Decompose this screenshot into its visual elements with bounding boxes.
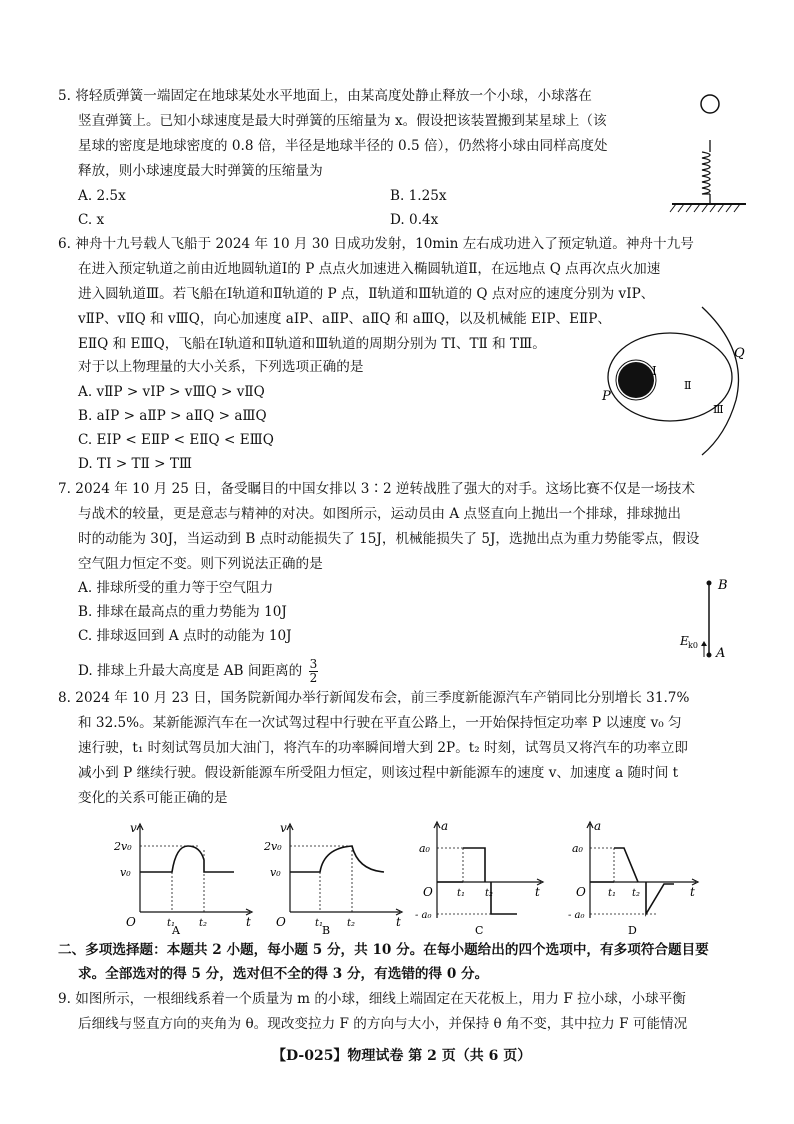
q8-graph-d-origin: O [576, 885, 586, 899]
q6-option-b: B. aⅠP > aⅡP > aⅡQ > aⅢQ [78, 408, 267, 424]
q6-label-q: Q [734, 346, 745, 361]
q7-fraction-num: 3 [309, 657, 318, 671]
q8-graph-a-ylabel: v [130, 821, 137, 835]
q6-option-d: D. TⅠ > TⅡ > TⅢ [78, 456, 193, 472]
q7-label-a: A [716, 646, 726, 661]
q5-option-d: D. 0.4x [390, 212, 439, 228]
q8-graph-b-ylabel: v [280, 821, 287, 835]
q8-graph-a-t2: t₂ [199, 918, 208, 929]
q8-graph-c-letter: C [475, 924, 484, 935]
q5-option-b: B. 1.25x [390, 188, 447, 204]
q6-line-4: vⅡP、vⅡQ 和 vⅢQ，向心加速度 aⅠP、aⅡP、aⅡQ 和 aⅢQ，以及机械能 EⅠP、EⅡP、 [78, 311, 611, 327]
q8-graph-d [568, 818, 718, 935]
q7-line-3: 时的动能为 30J，当运动到 B 点时动能损失了 15J，机械能损失了 5J，选抛出点为重力势能零点，假设 [78, 531, 700, 547]
q8-graph-a-letter: A [172, 924, 180, 935]
q7-fraction-den: 2 [309, 671, 318, 685]
q7-option-d [78, 658, 318, 685]
q8-graph-a-origin: O [126, 915, 136, 929]
q6-label-ii: Ⅱ [684, 379, 692, 392]
q8-graph-b-v0: v₀ [270, 866, 281, 879]
q8-graph-a-xlabel: t [246, 915, 251, 929]
section-2-heading-line-2: 求。全部选对的得 5 分，选对但不全的得 3 分，有选错的得 0 分。 [78, 966, 489, 982]
q8-line-4: 减小到 P 继续行驶。假设新能源车所受阻力恒定，则该过程中新能源车的速度 v、加速度 a 随时间 t [78, 765, 679, 781]
q8-graph-c-t2: t₂ [485, 888, 494, 899]
q8-graph-d-neg-a0: - a₀ [568, 910, 585, 921]
q6-line-2: 在进入预定轨道之前由近地圆轨道Ⅰ的 P 点点火加速进入椭圆轨道Ⅱ，在远地点 Q 点再次点火加速 [78, 261, 661, 277]
q8-graph-b-2v0: 2v₀ [264, 840, 282, 853]
q8-line-2: 和 32.5%。某新能源汽车在一次试驾过程中行驶在平直公路上，一开始保持恒定功率 P 以速度 v₀ 匀 [78, 715, 682, 731]
q8-line-3: 速行驶，t₁ 时刻试驾员加大油门，将汽车的功率瞬间增大到 2P。t₂ 时刻，试驾员又将汽车的功率立即 [78, 740, 688, 756]
q8-graph-a-2v0: 2v₀ [114, 840, 132, 853]
q8-graph-b-xlabel: t [396, 915, 401, 929]
q7-line-1: 7. 2024 年 10 月 25 日，备受瞩目的中国女排以 3∶2 逆转战胜了强大的对手。这场比赛不仅是一场技术 [58, 481, 695, 497]
q8-line-5: 变化的关系可能正确的是 [78, 790, 228, 806]
q6-line-1: 6. 神舟十九号载人飞船于 2024 年 10 月 30 日成功发射，10min 左右成功进入了预定轨道。神舟十九号 [58, 236, 694, 252]
q8-graph-d-a0: a₀ [572, 842, 583, 855]
page-footer: 【D-025】物理试卷 第 2 页（共 6 页） [272, 1048, 532, 1064]
q8-graph-c-ylabel: a [441, 819, 449, 833]
q8-graph-d-letter: D [628, 924, 637, 935]
q8-graph-b-t1: t₁ [315, 918, 324, 929]
q8-graph-b [260, 820, 410, 935]
q6-line-3: 进入圆轨道Ⅲ。若飞船在Ⅰ轨道和Ⅱ轨道的 P 点，Ⅱ轨道和Ⅲ轨道的 Q 点对应的速度分别为 vⅠP、 [78, 286, 655, 302]
q8-graph-d-xlabel: t [690, 885, 695, 899]
q5-spring-figure [668, 90, 748, 225]
q6-label-i: Ⅰ [652, 364, 657, 378]
q8-graph-a-t1: t₁ [167, 918, 176, 929]
q5-line-2: 竖直弹簧上。已知小球速度是最大时弹簧的压缩量为 x。假设把该装置搬到某星球上（该 [78, 113, 607, 129]
q8-line-1: 8. 2024 年 10 月 23 日，国务院新闻办举行新闻发布会，前三季度新能源汽车产销同比分别增长 31.7% [58, 690, 690, 706]
q8-graph-b-letter: B [322, 924, 331, 935]
q5-line-1: 5. 将轻质弹簧一端固定在地球某处水平地面上，由某高度处静止释放一个小球，小球落在 [58, 88, 592, 104]
q7-fraction [309, 658, 319, 685]
q8-graph-c [415, 818, 565, 935]
q7-option-c: C. 排球返回到 A 点时的动能为 10J [78, 628, 292, 644]
q5-line-4: 释放，则小球速度最大时弹簧的压缩量为 [78, 163, 323, 179]
q6-option-c: C. EⅠP < EⅡP < EⅡQ < EⅢQ [78, 432, 274, 448]
q6-line-5: EⅡQ 和 EⅢQ，飞船在Ⅰ轨道和Ⅱ轨道和Ⅲ轨道的周期分别为 TⅠ、TⅡ 和 TⅢ。 [78, 336, 546, 352]
q8-graph-b-t2: t₂ [347, 918, 356, 929]
q6-label-p: P [602, 389, 611, 404]
q7-line-4: 空气阻力恒定不变。则下列说法正确的是 [78, 556, 323, 572]
q8-graph-c-t1: t₁ [457, 888, 466, 899]
q7-option-d-text: D. 排球上升最大高度是 AB 间距离的 [78, 663, 303, 679]
q8-graph-a-v0: v₀ [120, 866, 131, 879]
q7-line-2: 与战术的较量，更是意志与精神的对决。如图所示，运动员由 A 点竖直向上抛出一个排球，排球抛出 [78, 506, 681, 522]
q5-option-c: C. x [78, 212, 105, 228]
q6-label-iii: Ⅲ [713, 403, 724, 416]
q6-orbit-figure [598, 305, 758, 460]
section-2-heading-line-1: 二、多项选择题：本题共 2 小题，每小题 5 分，共 10 分。在每小题给出的四个选项中，有多项符合题目要 [58, 942, 709, 958]
q7-label-ek: E [680, 634, 689, 648]
q8-graph-d-t1: t₁ [608, 888, 617, 899]
q8-graph-c-xlabel: t [535, 885, 540, 899]
q7-option-a: A. 排球所受的重力等于空气阻力 [78, 580, 274, 596]
q7-label-ek-sub: k0 [688, 641, 698, 650]
q9-line-1: 9. 如图所示，一根细线系着一个质量为 m 的小球，细线上端固定在天花板上，用力 F 拉小球，小球平衡 [58, 991, 686, 1007]
q8-graph-a [110, 820, 260, 935]
q8-graph-d-ylabel: a [594, 819, 602, 833]
q7-option-b: B. 排球在最高点的重力势能为 10J [78, 604, 287, 620]
q5-option-a: A. 2.5x [78, 188, 126, 204]
q8-graph-d-t2: t₂ [632, 888, 641, 899]
q8-graph-c-a0: a₀ [419, 842, 430, 855]
q7-label-b: B [718, 578, 728, 593]
q8-graph-c-origin: O [423, 885, 433, 899]
q7-ball-figure [676, 575, 746, 665]
q6-line-6: 对于以上物理量的大小关系，下列选项正确的是 [78, 359, 364, 375]
q5-line-3: 星球的密度是地球密度的 0.8 倍，半径是地球半径的 0.5 倍），仍然将小球由同样高度处 [78, 138, 608, 154]
q8-graph-b-origin: O [276, 915, 286, 929]
q8-graph-c-neg-a0: - a₀ [415, 910, 432, 921]
q6-option-a: A. vⅡP > vⅠP > vⅢQ > vⅡQ [78, 384, 265, 400]
q9-line-2: 后细线与竖直方向的夹角为 θ。现改变拉力 F 的方向与大小，并保持 θ 角不变，其中拉力 F 可能情况 [78, 1016, 688, 1032]
